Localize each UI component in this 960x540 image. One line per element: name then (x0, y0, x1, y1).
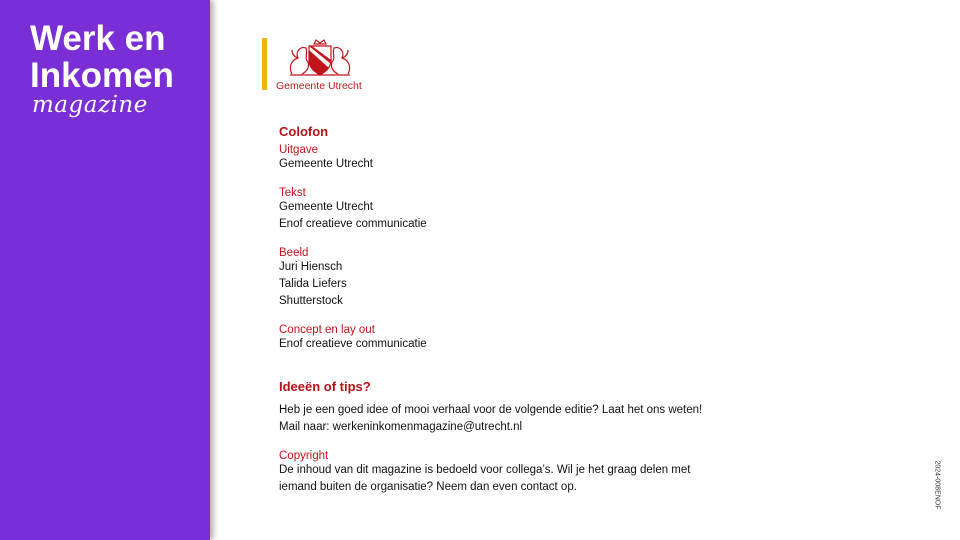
tips-title: Ideeën of tips? (279, 379, 371, 394)
section-line: Juri Hiensch (279, 261, 343, 273)
section-label: Uitgave (279, 144, 318, 156)
sidebar (0, 0, 210, 540)
section-line: Gemeente Utrecht (279, 201, 373, 213)
magazine-subtitle: magazine (32, 92, 148, 118)
tips-email: Mail naar: werkeninkomenmagazine@utrecht.nl (279, 421, 523, 433)
tips-text: Heb je een goed idee of mooi verhaal voor de volgende editie? Laat het ons weten! (279, 404, 703, 416)
gemeente-utrecht-logo (262, 38, 372, 94)
section-line: Enof creatieve communicatie (279, 338, 427, 350)
logo-text: Gemeente Utrecht (276, 80, 362, 92)
section-concept (279, 324, 739, 353)
colofon-title: Colofon (279, 124, 329, 139)
section-label: Tekst (279, 187, 306, 199)
colofon-content (279, 124, 739, 496)
section-uitgave (279, 144, 739, 173)
copyright-label: Copyright (279, 450, 329, 462)
section-label: Concept en lay out (279, 324, 375, 336)
section-label: Beeld (279, 247, 309, 259)
section-line: Shutterstock (279, 295, 343, 307)
section-line: Gemeente Utrecht (279, 158, 373, 170)
copyright-text: iemand buiten de organisatie? Neem dan even contact op. (279, 481, 577, 493)
copyright-text: De inhoud van dit magazine is bedoeld voor collega’s. Wil je het graag delen met (279, 464, 691, 476)
section-line: Talida Liefers (279, 278, 347, 290)
section-line: Enof creatieve communicatie (279, 218, 427, 230)
magazine-title-line2: Inkomen (30, 56, 174, 95)
magazine-title-line1: Werk en (30, 19, 166, 58)
magazine-title (30, 20, 174, 94)
coat-of-arms-icon (284, 38, 356, 78)
logo-accent-bar (262, 38, 267, 90)
section-tekst (279, 187, 739, 233)
document-code: 2024-008ENOF (933, 460, 941, 510)
section-copyright (279, 450, 739, 496)
section-beeld (279, 247, 739, 310)
